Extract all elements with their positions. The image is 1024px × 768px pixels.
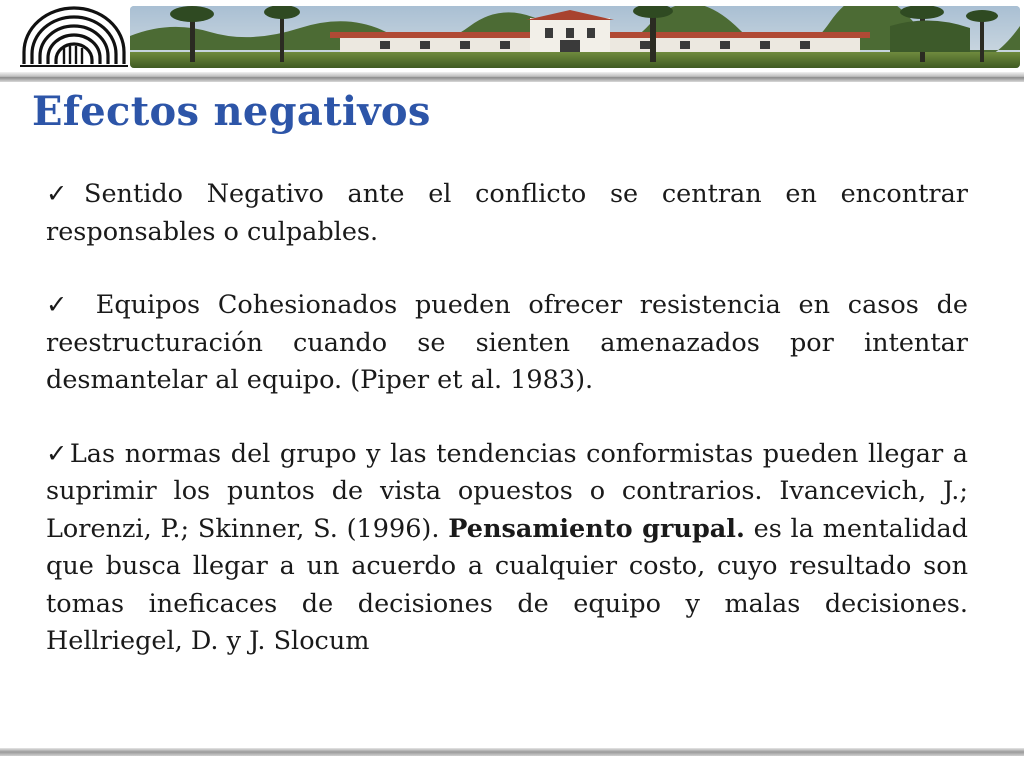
bullet-text: Equipos Cohesionados pueden ofrecer resistencia en casos de reestructuración cuando se sienten amenazados por intentar desmantelar al equipo. (Piper et al. 1983). — [46, 290, 968, 395]
bullet-item — [46, 436, 968, 661]
bullet-item — [46, 287, 968, 400]
university-arch-logo-icon — [18, 4, 130, 70]
checkmark-icon: ✓ — [46, 290, 78, 320]
bullet-text: Sentido Negativo ante el conflicto se centran en encontrar responsables o culpables. — [46, 179, 968, 247]
bold-term: Pensamiento grupal. — [448, 513, 745, 544]
bullet-item — [46, 176, 968, 251]
slide-content — [46, 176, 968, 697]
slide-header — [0, 0, 1024, 84]
bullet-text: es la mentalidad que busca llegar a un acuerdo a cualquier costo, cuyo resultado son tomas ineficaces de decisiones de equipo y malas decisiones. Hellriegel, D. y J. Slocum — [46, 513, 968, 656]
footer-divider — [0, 748, 1024, 756]
header-divider — [0, 72, 1024, 82]
bullet-text: Las normas del grupo y las tendencias conformistas pueden llegar a suprimir los puntos de vista opuestos o contrarios. Ivancevich, J.; Lorenzi, P.; Skinner, S. (1996). — [46, 438, 968, 544]
slide-title: Efectos negativos — [32, 88, 431, 135]
checkmark-icon: ✓ — [46, 438, 69, 469]
campus-building-photo — [130, 6, 1020, 68]
checkmark-icon: ✓ — [46, 179, 83, 209]
